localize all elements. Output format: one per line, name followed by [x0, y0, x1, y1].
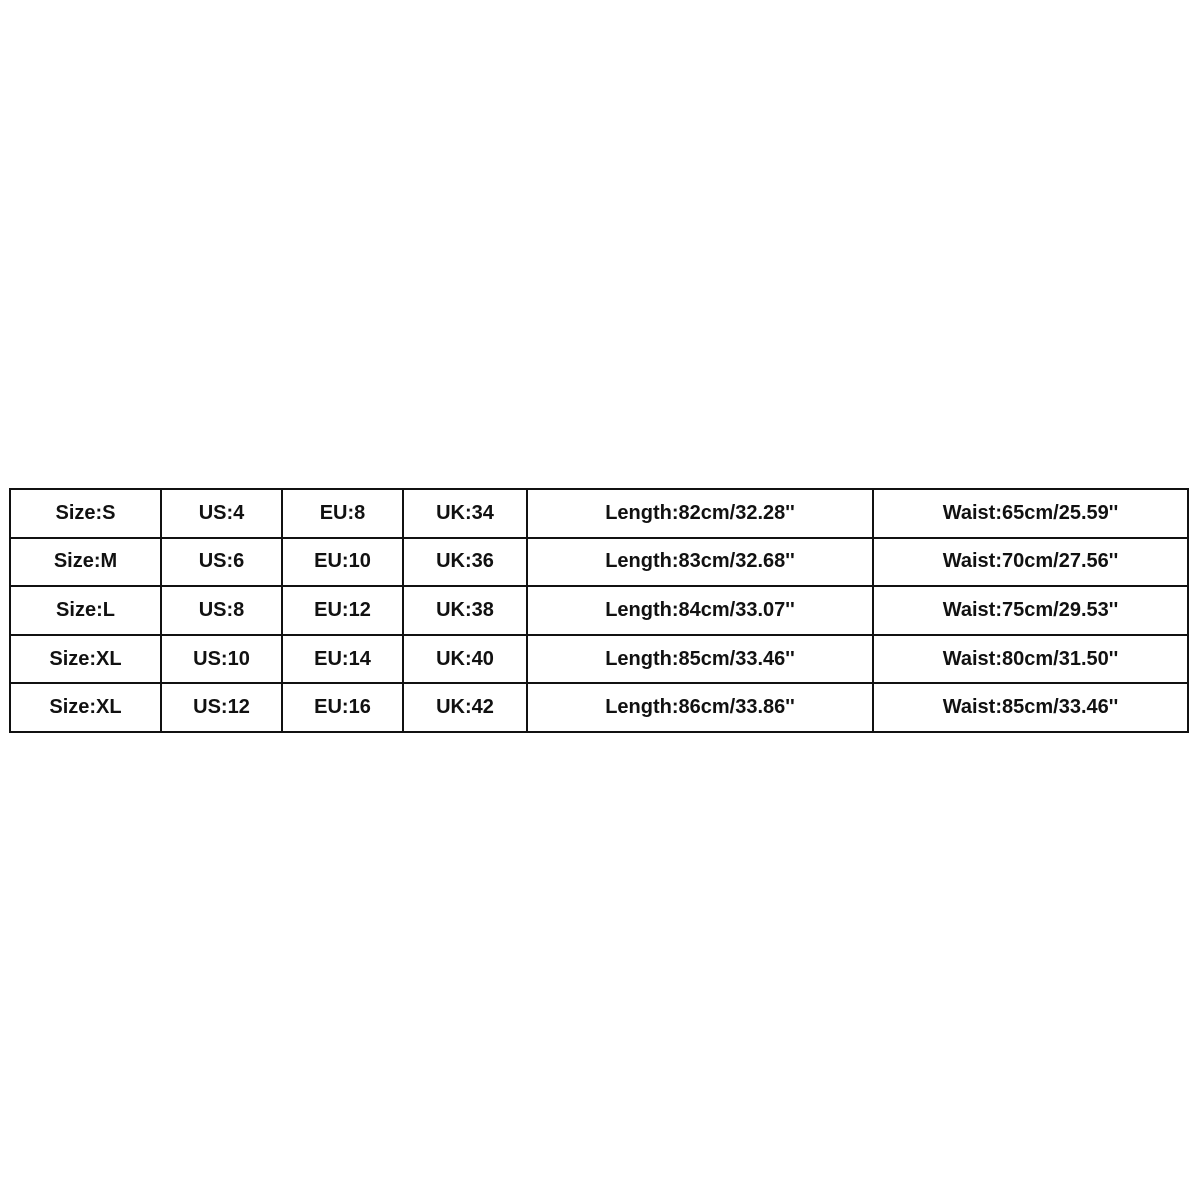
eu-size-cell: EU:12 [282, 586, 403, 635]
waist-cell: Waist:70cm/27.56'' [873, 538, 1188, 587]
eu-size-cell: EU:16 [282, 683, 403, 732]
size-cell: Size:XL [10, 683, 161, 732]
size-row-m [10, 538, 1188, 587]
size-cell: Size:S [10, 489, 161, 538]
eu-size-cell: EU:8 [282, 489, 403, 538]
waist-cell: Waist:80cm/31.50'' [873, 635, 1188, 684]
us-size-cell: US:12 [161, 683, 282, 732]
waist-cell: Waist:75cm/29.53'' [873, 586, 1188, 635]
size-cell: Size:M [10, 538, 161, 587]
uk-size-cell: UK:38 [403, 586, 527, 635]
us-size-cell: US:10 [161, 635, 282, 684]
length-cell: Length:83cm/32.68'' [527, 538, 873, 587]
length-cell: Length:85cm/33.46'' [527, 635, 873, 684]
us-size-cell: US:8 [161, 586, 282, 635]
us-size-cell: US:6 [161, 538, 282, 587]
uk-size-cell: UK:36 [403, 538, 527, 587]
length-cell: Length:82cm/32.28'' [527, 489, 873, 538]
eu-size-cell: EU:10 [282, 538, 403, 587]
size-row-l [10, 586, 1188, 635]
length-cell: Length:84cm/33.07'' [527, 586, 873, 635]
uk-size-cell: UK:34 [403, 489, 527, 538]
waist-cell: Waist:85cm/33.46'' [873, 683, 1188, 732]
size-chart-table [9, 488, 1189, 733]
size-cell: Size:XL [10, 635, 161, 684]
size-row-xl-2 [10, 683, 1188, 732]
length-cell: Length:86cm/33.86'' [527, 683, 873, 732]
size-row-xl [10, 635, 1188, 684]
size-row-s [10, 489, 1188, 538]
us-size-cell: US:4 [161, 489, 282, 538]
size-cell: Size:L [10, 586, 161, 635]
eu-size-cell: EU:14 [282, 635, 403, 684]
uk-size-cell: UK:40 [403, 635, 527, 684]
waist-cell: Waist:65cm/25.59'' [873, 489, 1188, 538]
uk-size-cell: UK:42 [403, 683, 527, 732]
